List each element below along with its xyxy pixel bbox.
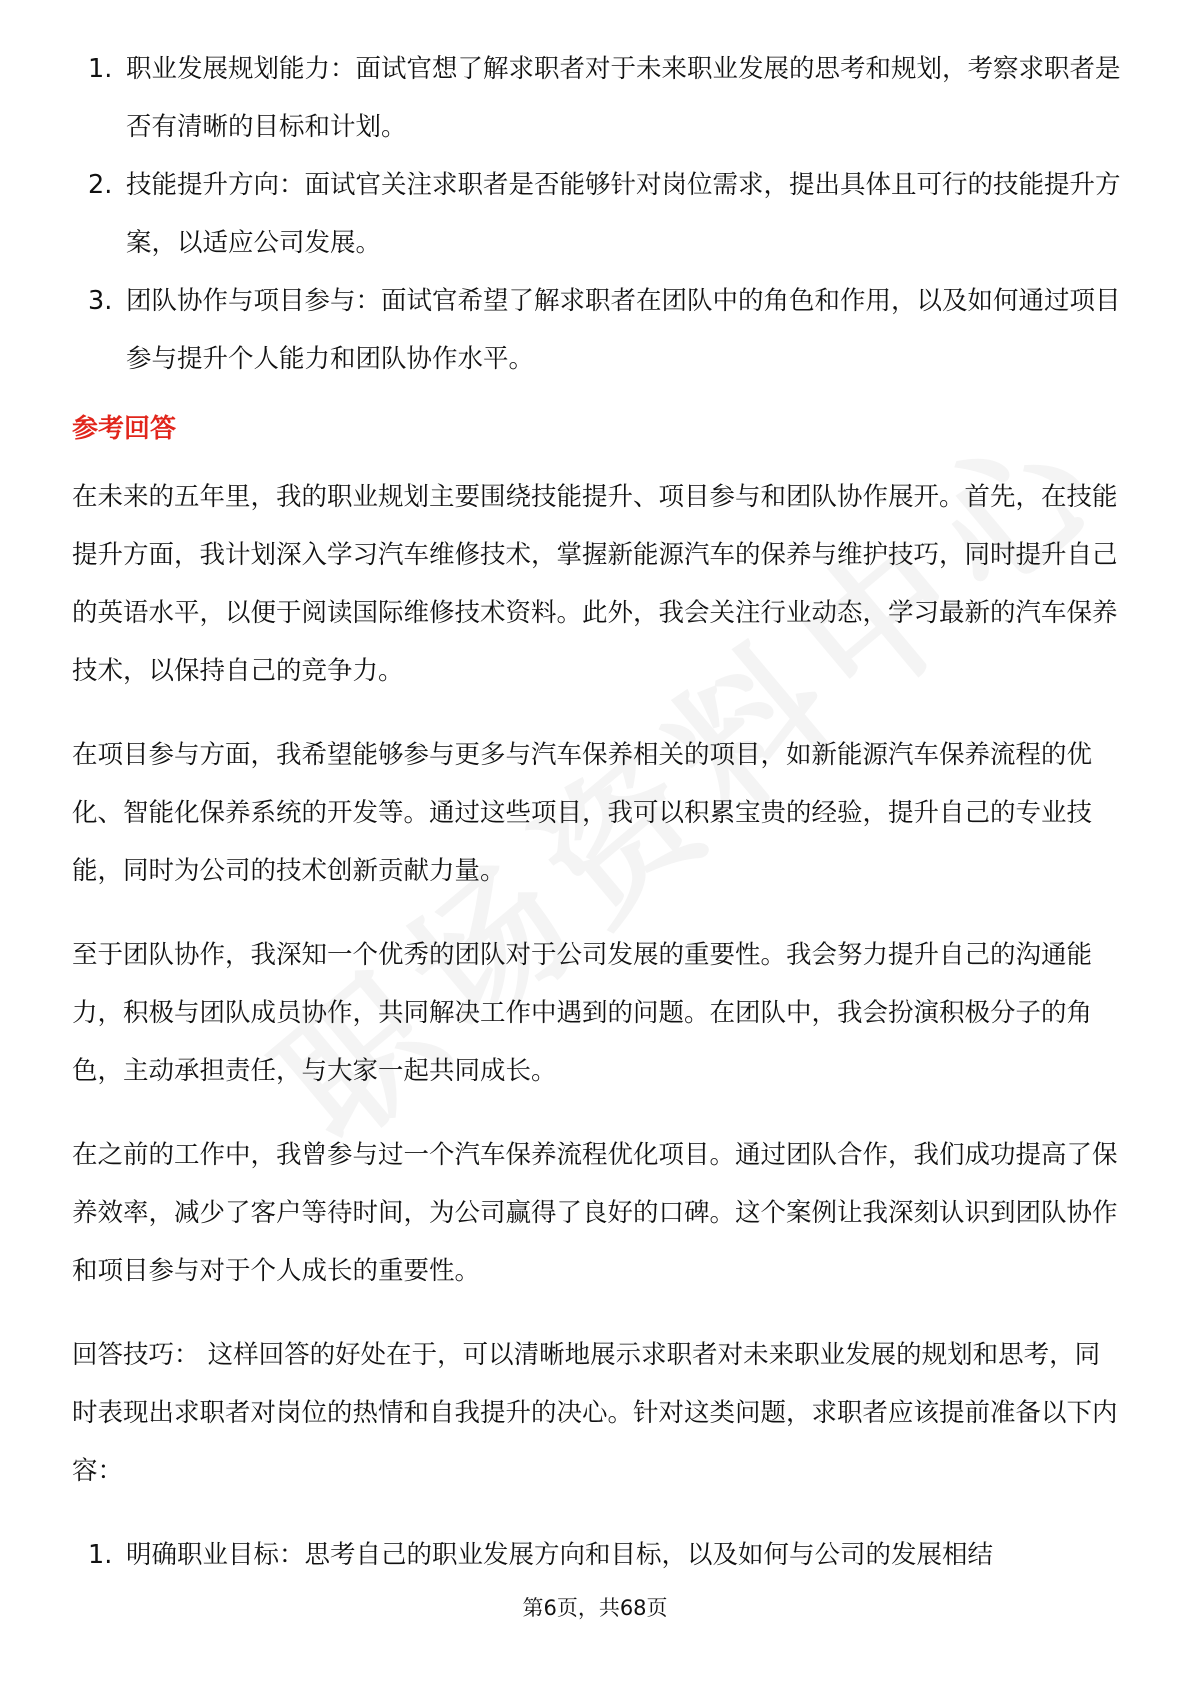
page-content [72,40,1122,1584]
list-item-text: 职业发展规划能力：面试官想了解求职者对于未来职业发展的思考和规划，考察求职者是否有清晰的目标和计划。 [126,54,1121,142]
answer-paragraph: 在项目参与方面，我希望能够参与更多与汽车保养相关的项目，如新能源汽车保养流程的优化、智能化保养系统的开发等。通过这些项目，我可以积累宝贵的经验，提升自己的专业技能，同时为公司的技术创新贡献力量。 [72,740,1093,886]
answer-paragraph: 至于团队协作，我深知一个优秀的团队对于公司发展的重要性。我会努力提升自己的沟通能力，积极与团队成员协作，共同解决工作中遇到的问题。在团队中，我会扮演积极分子的角色，主动承担责任，与大家一起共同成长。 [72,940,1093,1086]
list-item-text: 技能提升方向：面试官关注求职者是否能够针对岗位需求，提出具体且可行的技能提升方案，以适应公司发展。 [126,170,1121,258]
list-item-text: 明确职业目标：思考自己的职业发展方向和目标，以及如何与公司的发展相结 [126,1540,994,1570]
tips-list [72,1526,1122,1584]
list-item [72,156,1122,272]
list-number: 2. [88,170,113,200]
list-number: 3. [88,286,113,316]
list-item [72,272,1122,388]
list-item-text: 团队协作与项目参与：面试官希望了解求职者在团队中的角色和作用，以及如何通过项目参与提升个人能力和团队协作水平。 [126,286,1121,374]
list-number: 1. [88,54,113,84]
list-item [72,40,1122,156]
list-item [72,1526,1122,1584]
section-heading: 参考回答 [72,414,177,444]
answer-paragraph: 在未来的五年里，我的职业规划主要围绕技能提升、项目参与和团队协作展开。首先，在技能提升方面，我计划深入学习汽车维修技术，掌握新能源汽车的保养与维护技巧，同时提升自己的英语水平，以便于阅读国际维修技术资料。此外，我会关注行业动态，学习最新的汽车保养技术，以保持自己的竞争力。 [72,482,1118,686]
answer-paragraph: 在之前的工作中，我曾参与过一个汽车保养流程优化项目。通过团队合作，我们成功提高了保养效率，减少了客户等待时间，为公司赢得了良好的口碑。这个案例让我深刻认识到团队协作和项目参与对于个人成长的重要性。 [72,1140,1118,1286]
tips-paragraph: 回答技巧： 这样回答的好处在于，可以清晰地展示求职者对未来职业发展的规划和思考，同时表现出求职者对岗位的热情和自我提升的决心。针对这类问题，求职者应该提前准备以下内容： [72,1340,1118,1486]
page-footer: 第6页，共68页 [522,1596,668,1620]
list-number: 1. [88,1540,113,1570]
focus-points-list [72,40,1122,388]
